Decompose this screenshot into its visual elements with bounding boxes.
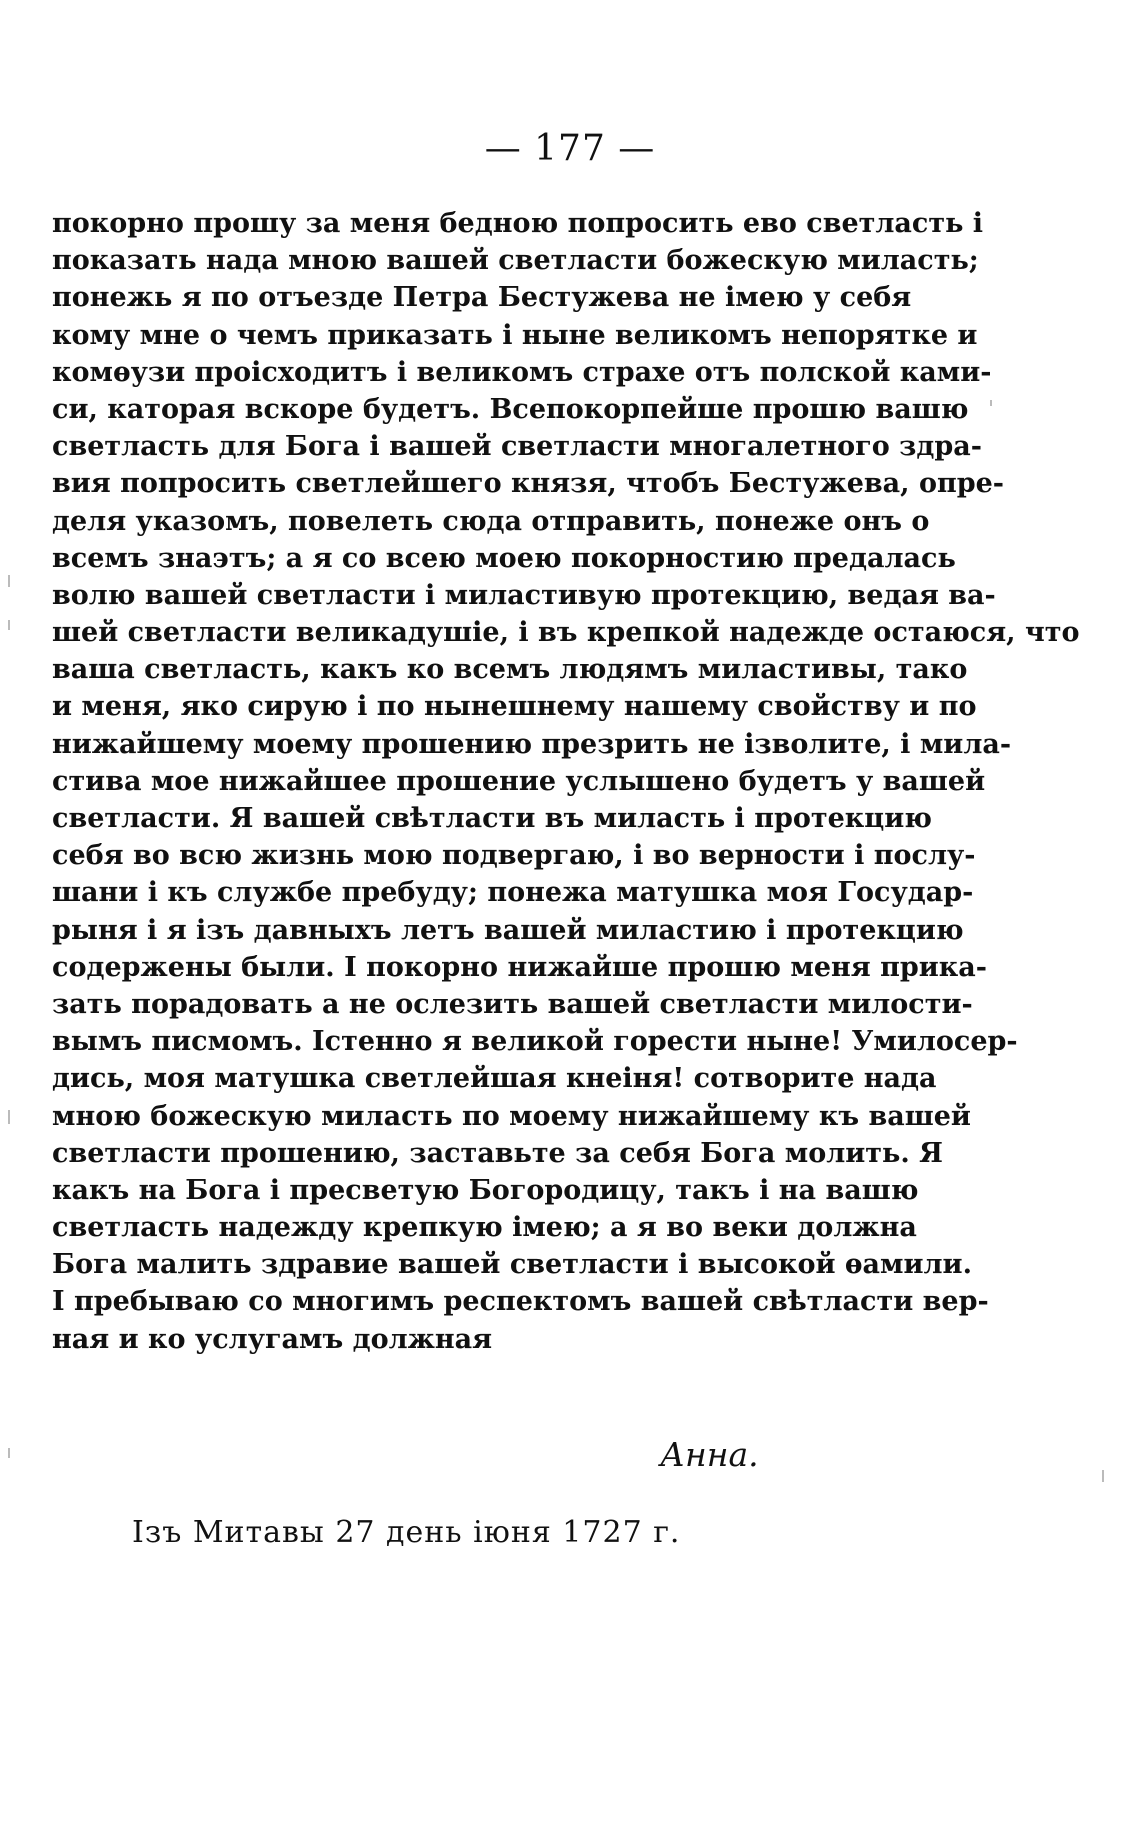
margin-mark [8,575,10,587]
text-line: І пребываю со многимъ респектомъ вашей свѣтласти вер- [52,1286,989,1318]
text-line: дись, моя матушка светлейшая кнеіня! сотворите нада [52,1063,937,1095]
text-line: деля указомъ, повелеть сюда отправить, понеже онъ о [52,505,930,537]
text-line: покорно прошу за меня бедною попросить ево светласть і [52,208,984,239]
text-line: вия попросить светлейшего князя, чтобъ Бестужева, опре- [52,468,1005,500]
text-line: какъ на Бога і пресветую Богородицу, такъ і на вашю [52,1174,919,1206]
text-line: ваша светласть, какъ ко всемъ людямъ миластивы, тако [52,654,968,686]
dateline: Ізъ Митавы 27 день іюня 1727 г. [132,1515,681,1550]
text-line: си, каторая вскоре будетъ. Всепокорпейше прошю вашю [52,393,969,425]
text-line: всемъ знаэтъ; а я со всею моею покорностию предалась [52,542,956,574]
text-line: шей светласти великадушіе, і въ крепкой надежде остаюся, что [52,617,1080,649]
margin-mark [8,1448,10,1458]
margin-mark [8,1110,10,1124]
margin-mark [8,620,10,630]
text-line: комѳузи проісходитъ і великомъ страхе отъ полской ками- [52,356,992,388]
text-line: себя во всю жизнь мою подвергаю, і во верности і послу- [52,840,976,872]
text-line: и меня, яко сирую і по нынешнему нашему свойству и по [52,691,977,723]
text-line: содержены были. І покорно нижайше прошю меня прика- [52,951,987,983]
letter-body [52,205,1080,1358]
text-line: зать порадовать а не ослезить вашей светласти милости- [52,988,973,1020]
text-line: ная и ко услугамъ должная [52,1323,493,1355]
text-line: светласти прошению, заставьте за себя Бога молить. Я [52,1137,943,1169]
text-line: рыня і я ізъ давныхъ летъ вашей миластию і протекцию [52,914,964,946]
margin-mark [1102,1470,1104,1482]
text-line: понежь я по отъезде Петра Бестужева не імею у себя [52,282,912,314]
text-line: Бога малить здравие вашей светласти і высокой ѳамили. [52,1249,972,1281]
text-line: мною божескую миласть по моему нижайшему къ вашей [52,1100,971,1132]
text-line: светласти. Я вашей свѣтласти въ миласть і протекцию [52,803,932,834]
text-line: шани і къ службе пребуду; понежа матушка моя Государ- [52,877,974,909]
text-line: кому мне о чемъ приказать і ныне великомъ непорятке и [52,319,978,351]
text-line: светласть для Бога і вашей светласти многалетного здра- [52,431,982,463]
text-line: светласть надежду крепкую імею; а я во веки должна [52,1212,917,1244]
text-line: нижайшему моему прошению презрить не ізволите, і мила- [52,728,1012,760]
page-number: — 177 — [484,128,656,169]
text-line: стива мое нижайшее прошение услышено будетъ у вашей [52,765,986,797]
signature: Анна. [660,1435,759,1474]
text-line: показать нада мною вашей светласти божескую миласть; [52,245,979,277]
text-line: вымъ писмомъ. Істенно я великой горести ныне! Умилосер- [52,1026,1018,1058]
text-line: волю вашей светласти і миластивую протекцию, ведая ва- [52,579,996,611]
margin-mark [990,400,992,406]
